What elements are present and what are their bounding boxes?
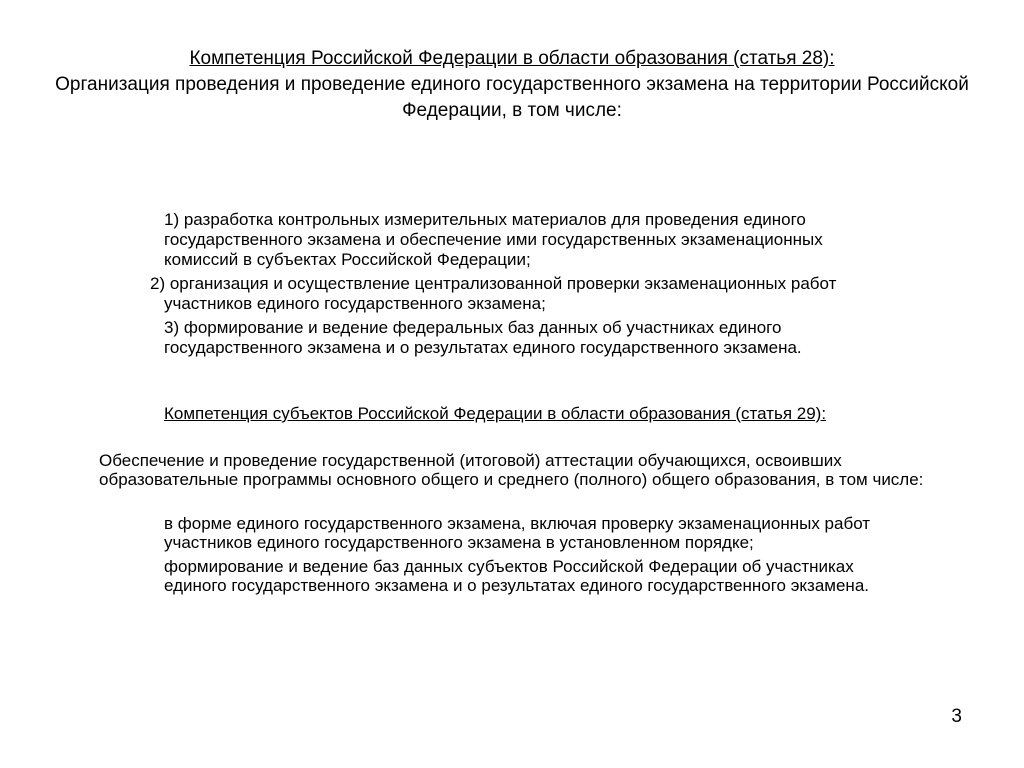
list-item: 2) организация и осуществление централизованной проверки экзаменационных работ участников единого государственного экзамена; xyxy=(150,274,837,313)
federal-competence-list xyxy=(148,210,868,362)
title-line-1: Компетенция Российской Федерации в области образования (статья 28): xyxy=(189,48,835,69)
list-item: 3) формирование и ведение федеральных баз данных об участниках единого государственного экзамена и о результатах единого государственного экзамена. xyxy=(164,318,802,357)
section-body-text: Обеспечение и проведение государственной (итоговой) аттестации обучающихся, освоивших образовательные программы основного общего и среднего (полного) общего образования, в том числе: xyxy=(99,451,924,489)
page-number: 3 xyxy=(951,706,962,727)
list-item: 1) разработка контрольных измерительных материалов для проведения единого государственного экзамена и обеспечение ими государственных экзаменационных комиссий в субъектах Российской Федерации; xyxy=(164,210,823,269)
regional-competence-list xyxy=(164,514,884,600)
list-item: формирование и ведение баз данных субъектов Российской Федерации об участниках единого государственного экзамена и о результатах единого государственного экзамена. xyxy=(164,557,869,595)
section-heading: Компетенция субъектов Российской Федерации в области образования (статья 29): xyxy=(164,404,827,423)
slide-title xyxy=(40,46,984,124)
list-item: в форме единого государственного экзамена, включая проверку экзаменационных работ участников единого государственного экзамена в установленном порядке; xyxy=(164,514,871,552)
title-line-2: Организация проведения и проведение единого государственного экзамена на территории Российской Федерации, в том числе: xyxy=(55,74,969,121)
